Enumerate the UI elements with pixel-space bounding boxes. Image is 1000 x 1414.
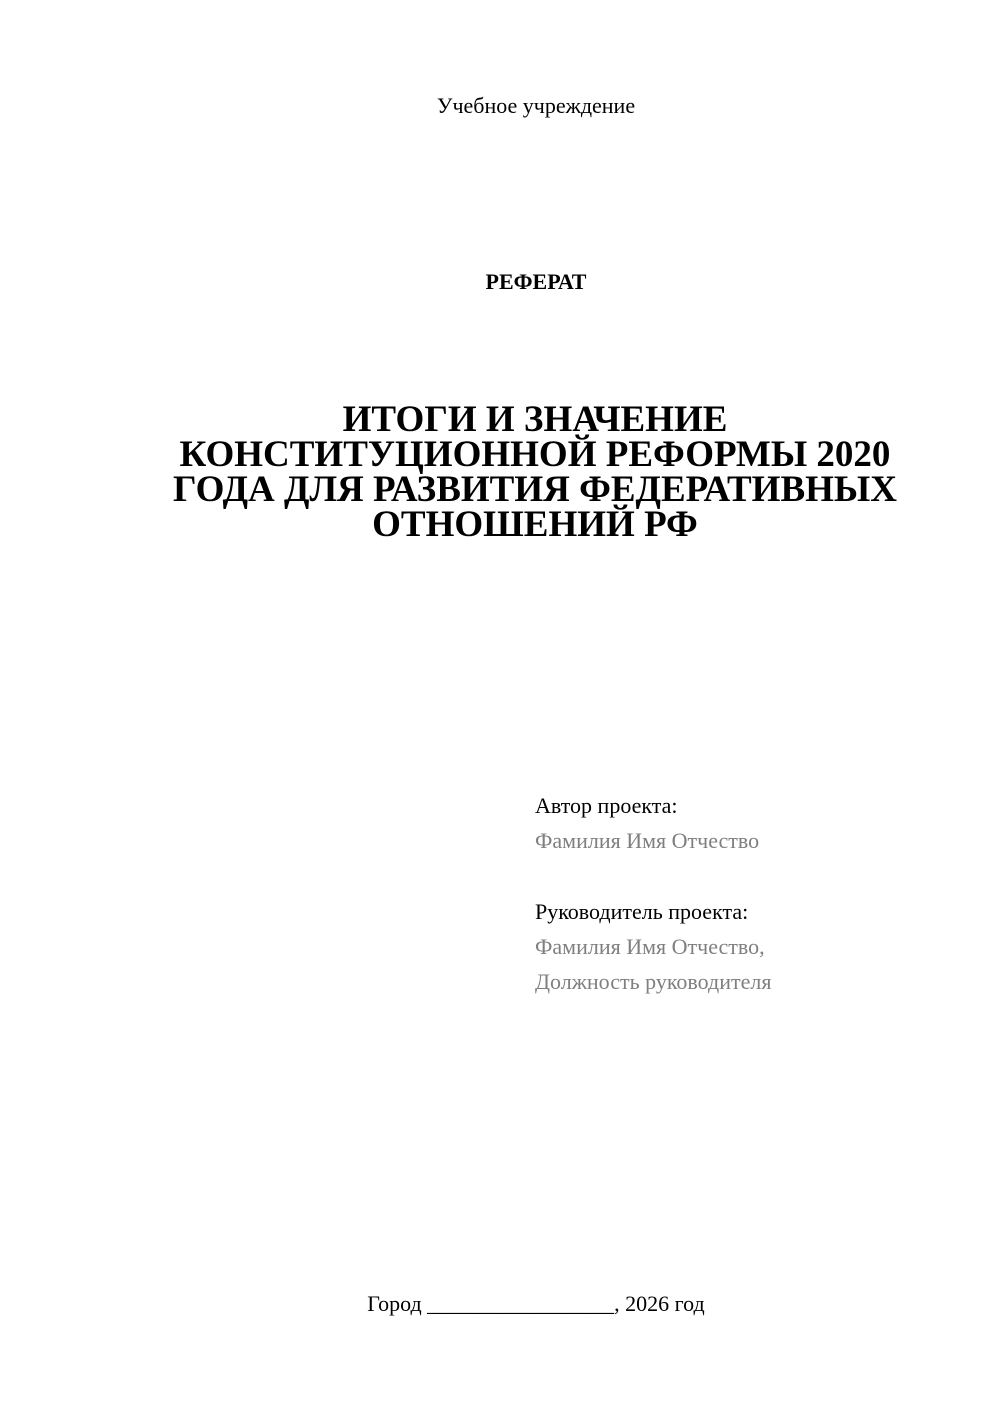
supervisor-label: Руководитель проекта: bbox=[535, 899, 749, 924]
supervisor-position: Должность руководителя bbox=[535, 969, 772, 994]
author-name: Фамилия Имя Отчество bbox=[535, 828, 760, 853]
authors-spacer bbox=[535, 858, 975, 894]
document-type: РЕФЕРАТ bbox=[485, 269, 587, 294]
document-title bbox=[140, 399, 930, 545]
title-line: ИТОГИ И ЗНАЧЕНИЕ bbox=[342, 399, 728, 440]
city-year-line: Город _________________, 2026 год bbox=[367, 1291, 705, 1316]
supervisor-name: Фамилия Имя Отчество, bbox=[535, 934, 765, 959]
title-line: КОНСТИТУЦИОННОЙ РЕФОРМЫ 2020 bbox=[179, 434, 891, 475]
institution-name: Учебное учреждение bbox=[436, 93, 636, 118]
authors-block bbox=[535, 788, 975, 999]
author-label: Автор проекта: bbox=[535, 793, 678, 818]
title-line: ОТНОШЕНИЙ РФ bbox=[372, 504, 698, 545]
title-line: ГОДА ДЛЯ РАЗВИТИЯ ФЕДЕРАТИВНЫХ bbox=[173, 469, 897, 510]
